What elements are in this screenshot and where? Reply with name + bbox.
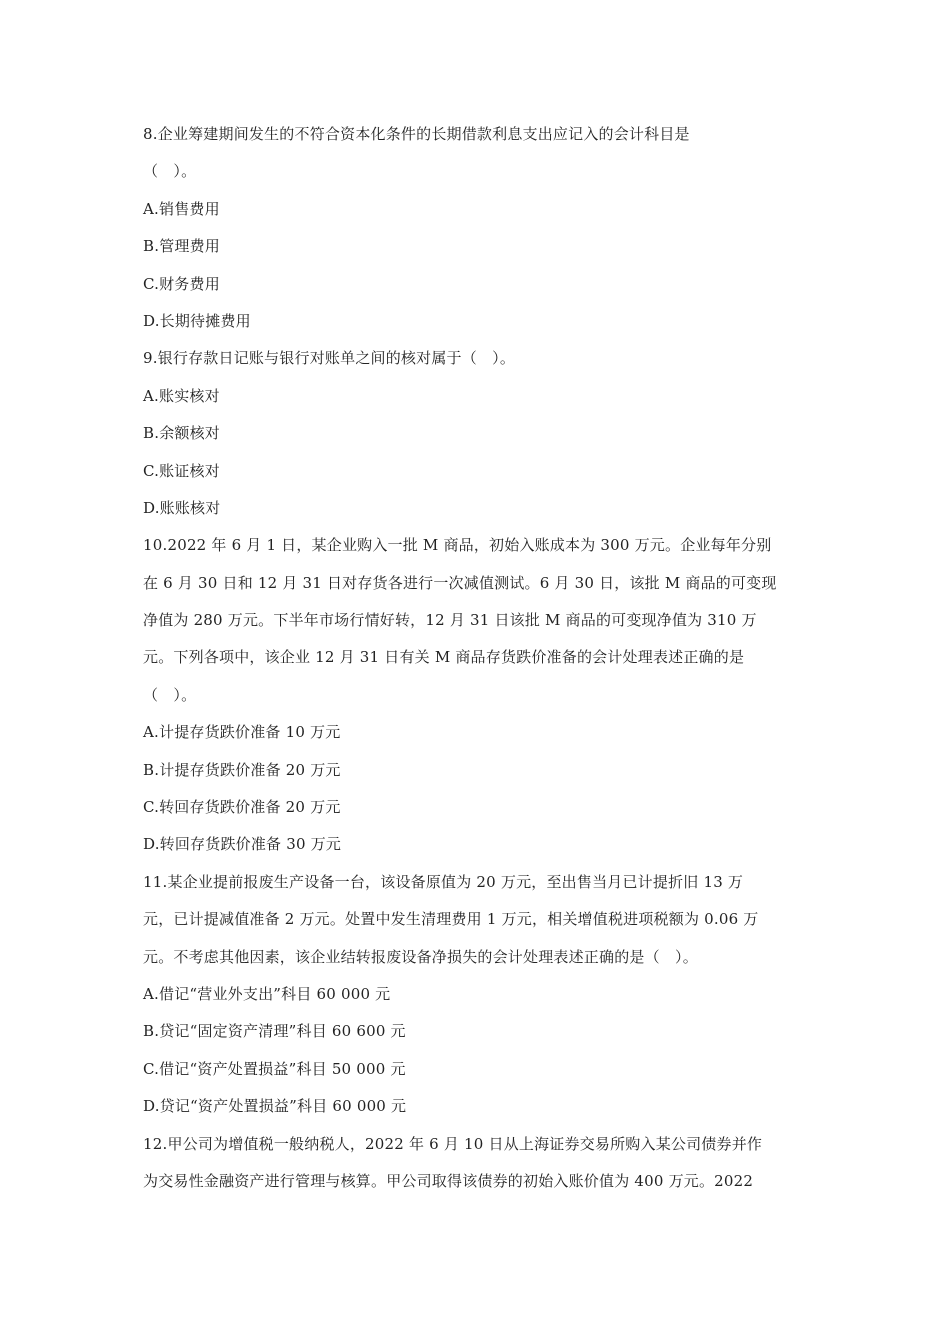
q9-option-d: D.账账核对	[143, 498, 221, 517]
q9-stem: 9.银行存款日记账与银行对账单之间的核对属于（ ）。	[143, 349, 516, 368]
q10-stem-line-4: 元。下列各项中，该企业 12 月 31 日有关 M 商品存货跌价准备的会计处理表述正确的是	[143, 648, 745, 667]
q8-option-a: A.销售费用	[143, 199, 220, 218]
q8-option-b: B.管理费用	[143, 237, 220, 256]
q11-option-b: B.贷记“固定资产清理”科目 60 600 元	[143, 1022, 406, 1041]
question-text-block	[143, 116, 813, 1200]
q10-option-c: C.转回存货跌价准备 20 万元	[143, 798, 341, 817]
q8-option-d: D.长期待摊费用	[143, 311, 251, 330]
q10-option-d: D.转回存货跌价准备 30 万元	[143, 835, 342, 854]
q8-option-c: C.财务费用	[143, 274, 220, 293]
q9-option-b: B.余额核对	[143, 424, 220, 443]
q10-option-a: A.计提存货跌价准备 10 万元	[143, 723, 341, 742]
q10-blank: （ ）。	[143, 685, 197, 704]
q9-option-c: C.账证核对	[143, 461, 220, 480]
q11-option-c: C.借记“资产处置损益”科目 50 000 元	[143, 1059, 406, 1078]
q12-stem-line-2: 为交易性金融资产进行管理与核算。甲公司取得该债券的初始入账价值为 400 万元。2022	[143, 1171, 754, 1190]
q11-stem-line-3: 元。不考虑其他因素，该企业结转报废设备净损失的会计处理表述正确的是（ ）。	[143, 947, 698, 966]
q11-stem-line-2: 元，已计提减值准备 2 万元。处置中发生清理费用 1 万元，相关增值税进项税额为 0.06 万	[143, 910, 759, 929]
q11-stem-line-1: 11.某企业提前报废生产设备一台，该设备原值为 20 万元，至出售当月已计提折旧 13 万	[143, 872, 744, 891]
q10-stem-line-2: 在 6 月 30 日和 12 月 31 日对存货各进行一次减值测试。6 月 30 日，该批 M 商品的可变现	[143, 573, 777, 592]
q8-blank: （ ）。	[143, 162, 197, 181]
q10-stem-line-1: 10.2022 年 6 月 1 日，某企业购入一批 M 商品，初始入账成本为 300 万元。企业每年分别	[143, 536, 772, 555]
q10-option-b: B.计提存货跌价准备 20 万元	[143, 760, 341, 779]
q11-option-d: D.贷记“资产处置损益”科目 60 000 元	[143, 1097, 407, 1116]
q8-stem: 8.企业筹建期间发生的不符合资本化条件的长期借款利息支出应记入的会计科目是	[143, 125, 690, 143]
q9-option-a: A.账实核对	[143, 386, 220, 405]
q11-option-a: A.借记“营业外支出”科目 60 000 元	[143, 984, 391, 1003]
q12-stem-line-1: 12.甲公司为增值税一般纳税人，2022 年 6 月 10 日从上海证券交易所购入某公司债券并作	[143, 1134, 763, 1153]
q10-stem-line-3: 净值为 280 万元。下半年市场行情好转，12 月 31 日该批 M 商品的可变现净值为 310 万	[143, 611, 757, 630]
